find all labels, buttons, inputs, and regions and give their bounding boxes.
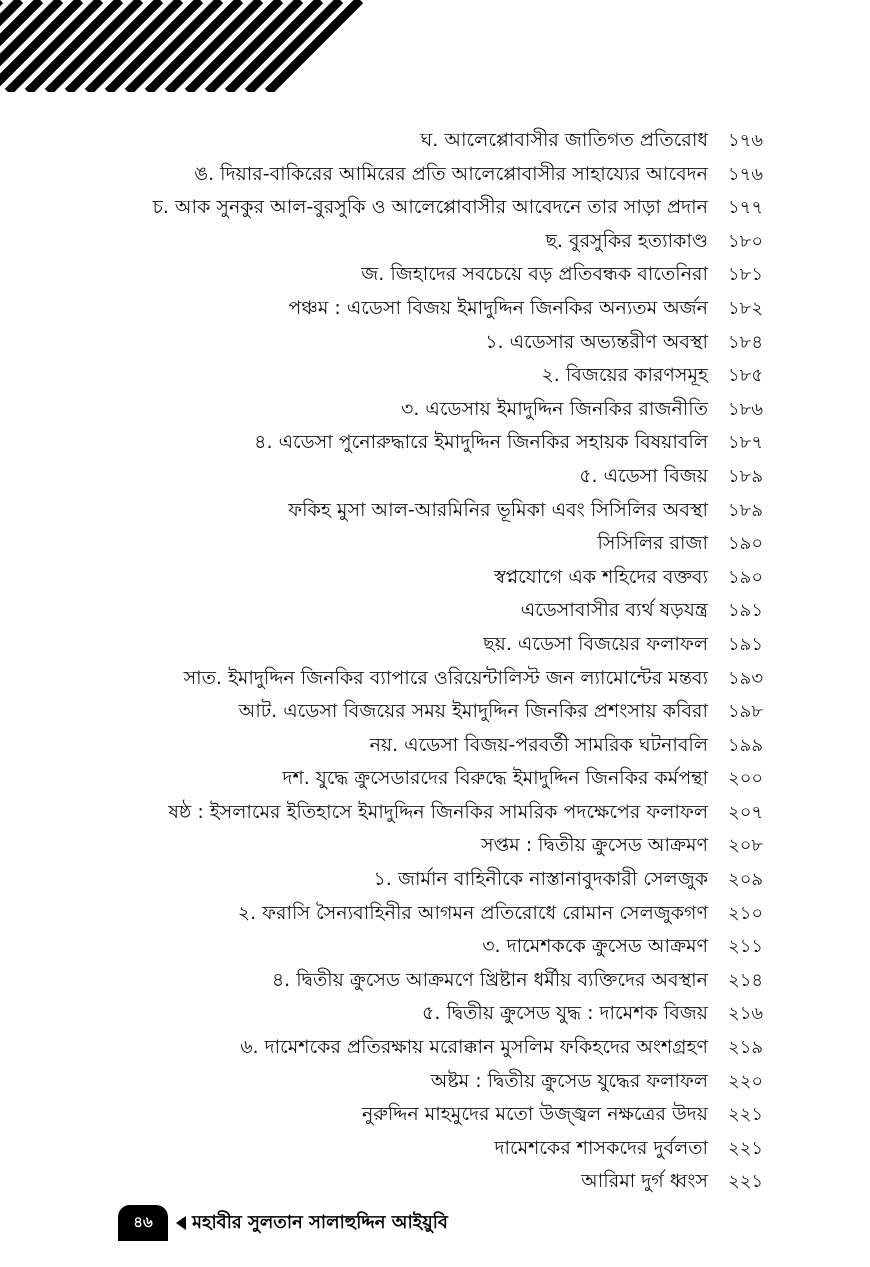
toc-entry-title: চ. আক সুনকুর আল-বুরসুকি ও আলেপ্পোবাসীর আবেদনে তার সাড়া প্রদান — [152, 196, 708, 219]
toc-entry-page-number: ২০০ — [728, 768, 764, 790]
toc-entry-title: সাত. ইমাদুদ্দিন জিনকির ব্যাপারে ওরিয়েন্টালিস্ট জন ল্যামোন্টের মন্তব্য — [183, 666, 708, 689]
toc-entry — [110, 326, 770, 360]
toc-entry-title: ষষ্ঠ : ইসলামের ইতিহাসে ইমাদুদ্দিন জিনকির সামরিক পদক্ষেপের ফলাফল — [168, 800, 708, 823]
toc-entry-page-number: ২২১ — [728, 1104, 764, 1126]
toc-entry — [110, 662, 770, 696]
toc-entry — [110, 829, 770, 863]
toc-entry-page-number: ২১৯ — [728, 1037, 764, 1059]
toc-entry-title: ছ. বুরসুকির হত্যাকাণ্ড — [545, 229, 708, 252]
toc-entry-page-number: ১৭৬ — [728, 130, 764, 151]
toc-entry — [110, 359, 770, 393]
toc-entry-title: সপ্তম : দ্বিতীয় ক্রুসেড আক্রমণ — [480, 834, 708, 857]
toc-entry — [110, 1065, 770, 1099]
toc-entry — [110, 695, 770, 729]
toc-entry-page-number: ১৯৯ — [728, 734, 764, 756]
toc-entry — [110, 527, 770, 561]
toc-entry-title: জ. জিহাদের সবচেয়ে বড় প্রতিবন্ধক বাতেনিরা — [361, 263, 708, 286]
toc-entry-page-number: ২২০ — [728, 1070, 764, 1092]
toc-entry-page-number: ১৮৬ — [728, 398, 764, 420]
toc-entry-title: ২. ফরাসি সৈন্যবাহিনীর আগমন প্রতিরোধে রোমান সেলজুকগণ — [237, 901, 708, 924]
toc-entry-title: ঘ. আলেপ্পোবাসীর জাতিগত প্রতিরোধ — [420, 129, 708, 151]
toc-entry — [110, 191, 770, 225]
toc-entry-title: ৫. এডেসা বিজয় — [579, 464, 708, 487]
toc-entry-page-number: ১৮২ — [728, 297, 764, 319]
toc-entry-page-number: ২০৯ — [728, 869, 764, 891]
toc-entry-title: ৪. এডেসা পুনোরুদ্ধারে ইমাদুদ্দিন জিনকির সহায়ক বিষয়াবলি — [254, 431, 708, 454]
toc-entry — [110, 426, 770, 460]
footer-page-number: ৪৬ — [118, 1205, 168, 1241]
decorative-stripes — [0, 0, 372, 92]
toc-entry — [110, 997, 770, 1031]
toc-entry-page-number: ১৮০ — [728, 230, 764, 252]
toc-entry — [110, 225, 770, 259]
toc-entry — [110, 762, 770, 796]
toc-entry-title: দামেশকের শাসকদের দুর্বলতা — [494, 1136, 708, 1159]
toc-entry — [110, 964, 770, 998]
toc-entry-title: ফকিহ মুসা আল-আরমিনির ভূমিকা এবং সিসিলির অবস্থা — [288, 498, 708, 521]
toc-entry-title: আরিমা দুর্গ ধ্বংস — [581, 1170, 708, 1193]
table-of-contents — [110, 124, 770, 1199]
toc-entry-page-number: ১৮৫ — [728, 365, 764, 387]
toc-entry-title: সিসিলির রাজা — [597, 532, 708, 555]
toc-entry-page-number: ২১০ — [728, 902, 764, 924]
toc-entry-page-number: ১৯১ — [728, 633, 764, 655]
toc-entry-title: ৪. দ্বিতীয় ক্রুসেড আক্রমণে খ্রিষ্টান ধর্মীয় ব্যক্তিদের অবস্থান — [271, 968, 708, 991]
toc-entry-page-number: ২১৬ — [728, 1003, 764, 1025]
toc-entry-title: পঞ্চম : এডেসা বিজয় ইমাদুদ্দিন জিনকির অন্যতম অর্জন — [288, 296, 708, 319]
toc-entry — [110, 292, 770, 326]
toc-entry-page-number: ১৯৮ — [728, 701, 764, 723]
toc-entry-page-number: ১৭৬ — [728, 163, 764, 185]
toc-entry-page-number: ১৭৭ — [728, 197, 764, 219]
toc-entry-title: আট. এডেসা বিজয়ের সময় ইমাদুদ্দিন জিনকির প্রশংসায় কবিরা — [238, 700, 708, 723]
triangle-left-icon — [176, 1216, 186, 1230]
toc-entry — [110, 1098, 770, 1132]
toc-entry-page-number: ১৮১ — [728, 264, 764, 286]
toc-entry-page-number: ১৮৭ — [728, 432, 764, 454]
page-footer — [118, 1205, 448, 1241]
toc-entry — [110, 796, 770, 830]
toc-entry-page-number: ১৮৯ — [728, 465, 764, 487]
toc-entry-title: ২. বিজয়ের কারণসমূহ — [541, 364, 708, 387]
toc-entry — [110, 393, 770, 427]
diagonal-stripes-icon — [0, 0, 372, 92]
toc-entry — [110, 258, 770, 292]
toc-entry-title: নুরুদ্দিন মাহমুদের মতো উজ্জ্বল নক্ষত্রের উদয় — [361, 1103, 708, 1126]
toc-entry-title: ৬. দামেশকের প্রতিরক্ষায় মরোক্কান মুসলিম ফকিহদের অংশগ্রহণ — [240, 1036, 708, 1059]
toc-entry-page-number: ২২১ — [728, 1171, 764, 1193]
toc-entry-title: অষ্টম : দ্বিতীয় ক্রুসেড যুদ্ধের ফলাফল — [430, 1069, 708, 1092]
toc-entry-title: নয়. এডেসা বিজয়-পরবর্তী সামরিক ঘটনাবলি — [369, 733, 708, 756]
toc-entry-title: ছয়. এডেসা বিজয়ের ফলাফল — [483, 632, 708, 655]
toc-entry-page-number: ১৯০ — [728, 566, 764, 588]
toc-entry — [110, 1031, 770, 1065]
toc-entry-page-number: ১৮৪ — [728, 331, 764, 353]
toc-entry-title: ১. জার্মান বাহিনীকে নাস্তানাবুদকারী সেলজুক — [373, 868, 708, 891]
toc-entry-title: ৩. দামেশককে ক্রুসেড আক্রমণ — [482, 935, 708, 958]
toc-entry — [110, 124, 770, 158]
toc-entry — [110, 561, 770, 595]
toc-entry-title: ৩. এডেসায় ইমাদুদ্দিন জিনকির রাজনীতি — [400, 397, 708, 420]
toc-entry-title: ৫. দ্বিতীয় ক্রুসেড যুদ্ধ : দামেশক বিজয় — [422, 1002, 708, 1025]
toc-entry — [110, 897, 770, 931]
toc-entry-page-number: ২১১ — [728, 936, 764, 958]
toc-entry — [110, 594, 770, 628]
toc-entry — [110, 460, 770, 494]
toc-entry-page-number: ১৯১ — [728, 600, 764, 622]
footer-book-title: মহাবীর সুলতান সালাহুদ্দিন আইয়ুবি — [192, 1211, 448, 1233]
toc-entry-page-number: ১৯০ — [728, 533, 764, 555]
toc-entry-title: দশ. যুদ্ধে ক্রুসেডারদের বিরুদ্ধে ইমাদুদ্দিন জিনকির কর্মপন্থা — [282, 767, 708, 790]
toc-entry — [110, 729, 770, 763]
toc-entry — [110, 494, 770, 528]
toc-entry-page-number: ২২১ — [728, 1137, 764, 1159]
toc-entry-page-number: ১৯৩ — [728, 667, 764, 689]
toc-entry — [110, 930, 770, 964]
toc-entry — [110, 1132, 770, 1166]
toc-entry-page-number: ১৮৯ — [728, 499, 764, 521]
toc-entry-title: এডেসাবাসীর ব্যর্থ ষড়যন্ত্র — [520, 599, 708, 622]
toc-entry-page-number: ২১৪ — [728, 969, 764, 991]
toc-entry — [110, 158, 770, 192]
toc-entry — [110, 628, 770, 662]
toc-entry-title: ঙ. দিয়ার-বাকিরের আমিরের প্রতি আলেপ্পোবাসীর সাহায্যের আবেদন — [194, 162, 708, 185]
toc-entry — [110, 863, 770, 897]
toc-entry-title: স্বপ্নযোগে এক শহিদের বক্তব্য — [494, 565, 708, 588]
toc-entry-page-number: ২০৮ — [728, 835, 764, 857]
toc-entry-page-number: ২০৭ — [728, 801, 764, 823]
toc-entry-title: ১. এডেসার অভ্যন্তরীণ অবস্থা — [485, 330, 708, 353]
toc-entry — [110, 1165, 770, 1199]
